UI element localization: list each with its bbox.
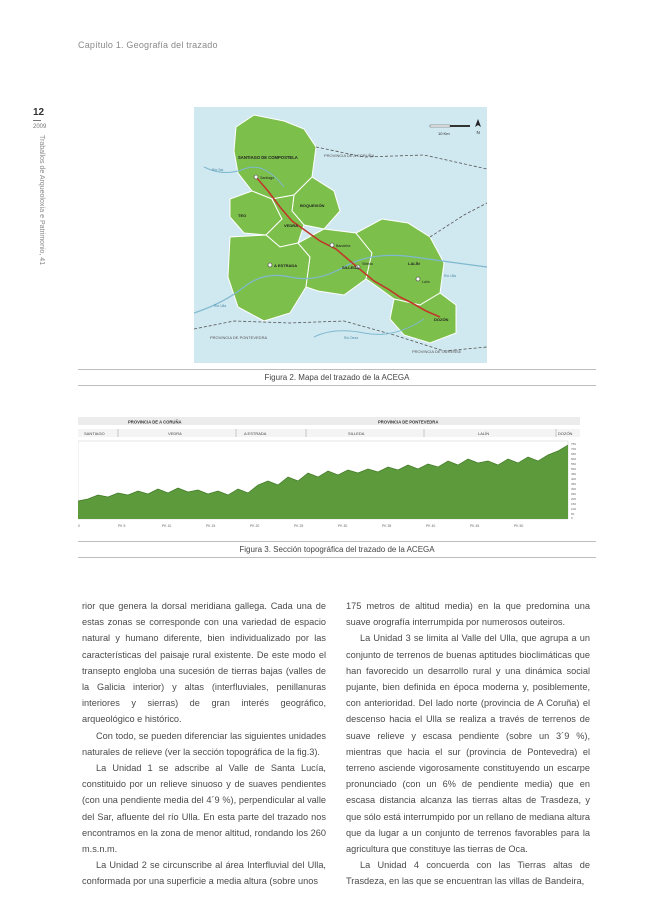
label-santiago: SANTIAGO DE COMPOSTELA bbox=[238, 155, 298, 160]
x-tick: PK 20 bbox=[250, 524, 260, 528]
paragraph: rior que genera la dorsal meridiana gallega. Cada una de estas zonas se corresponde con una variedad de espacio natural y humano diferente, bien individualizado por las características del paisaje rural existente. De este modo el transepto engloba una sucesión de tierras bajas (valles de la Galicia interior) y altas (interfluviales, penillanuras interiores y sierras) de gran interés geográfico, arqueológico e histórico. bbox=[82, 601, 326, 725]
label-north: N bbox=[476, 130, 480, 135]
label-muni-vedra: VEDRA bbox=[168, 431, 182, 436]
page-number-rule bbox=[33, 120, 41, 121]
y-tick: 750 bbox=[571, 442, 577, 446]
x-tick: PK 50 bbox=[514, 524, 524, 528]
label-silleda: SILLEDA bbox=[342, 265, 360, 270]
y-tick: 600 bbox=[571, 457, 577, 461]
label-band-coruna: PROVINCIA DE A CORUÑA bbox=[128, 419, 182, 425]
label-river-1: Río Ulla bbox=[214, 304, 227, 308]
paragraph: La Unidad 4 concuerda con las Tierras altas de Trasdeza, en las que se encuentran las villas de Bandeira, bbox=[346, 860, 590, 887]
figure3-rule-top bbox=[78, 541, 596, 542]
label-dozon: DOZÓN bbox=[434, 317, 449, 322]
body-column-right bbox=[346, 598, 590, 890]
town-bandeira-marker bbox=[330, 243, 334, 247]
label-muni-lalin: LALÍN bbox=[478, 431, 490, 436]
y-tick: 150 bbox=[571, 502, 577, 506]
route-map-svg bbox=[194, 107, 487, 363]
series-title: Traballos de Arqueoloxía e Patrimonio, 41 bbox=[38, 135, 45, 266]
paragraph: 175 metros de altitud media) en la que predomina una suave orografía interrumpida por numerosos outeiros. bbox=[346, 601, 590, 628]
y-tick: 200 bbox=[571, 497, 577, 501]
town-estrada-marker bbox=[268, 263, 272, 267]
topographic-profile bbox=[78, 415, 580, 535]
label-teo: TEO bbox=[238, 213, 247, 218]
paragraph: Con todo, se pueden diferenciar las siguientes unidades naturales de relieve (ver la sección topográfica de la fig.3). bbox=[82, 730, 326, 757]
label-muni-dozon: DOZÓN bbox=[558, 431, 573, 436]
x-axis-ticks bbox=[78, 524, 523, 528]
x-tick: PK 10 bbox=[162, 524, 172, 528]
running-header: Capítulo 1. Geografía del trazado bbox=[78, 40, 218, 50]
topographic-profile-svg bbox=[78, 415, 580, 535]
x-tick: PK 15 bbox=[206, 524, 216, 528]
label-boqueixon: BOQUEIXÓN bbox=[300, 203, 325, 208]
figure3-rule-bottom bbox=[78, 557, 596, 558]
label-muni-silleda: SILLEDA bbox=[348, 431, 365, 436]
y-tick: 500 bbox=[571, 467, 577, 471]
label-muni-estrada: A ESTRADA bbox=[244, 431, 267, 436]
y-tick: 300 bbox=[571, 487, 577, 491]
label-prov-coruna: PROVINCIA DE A CORUÑA bbox=[324, 153, 375, 158]
page-number: 12 bbox=[33, 107, 45, 118]
label-santiago-town: Santiago bbox=[260, 176, 275, 180]
x-tick: PK 30 bbox=[338, 524, 348, 528]
label-lalin: LALÍN bbox=[408, 261, 420, 266]
figure3-caption: Figura 3. Sección topográfica del trazado de la ACEGA bbox=[239, 545, 435, 554]
x-tick: PK 45 bbox=[470, 524, 480, 528]
figure2-rule-top bbox=[78, 369, 596, 370]
label-band-pontevedra: PROVINCIA DE PONTEVEDRA bbox=[378, 419, 439, 425]
body-column-left bbox=[82, 598, 326, 890]
label-scale: 10 Km bbox=[438, 131, 450, 136]
label-lalin-town: Lalín bbox=[422, 280, 430, 284]
y-tick: 700 bbox=[571, 447, 577, 451]
label-muni-santiago: SANTIAGO bbox=[84, 431, 105, 436]
x-tick: PK 25 bbox=[294, 524, 304, 528]
y-axis-ticks bbox=[571, 442, 576, 520]
y-tick: 0 bbox=[571, 516, 573, 520]
town-santiago-marker bbox=[254, 175, 258, 179]
y-tick: 400 bbox=[571, 477, 577, 481]
x-tick: PK 5 bbox=[118, 524, 126, 528]
band-municipalities bbox=[78, 429, 580, 437]
label-silleda-town: Silleda bbox=[362, 262, 373, 266]
label-river-4: Río Ulla bbox=[444, 274, 457, 278]
y-tick: 350 bbox=[571, 482, 577, 486]
y-tick: 450 bbox=[571, 472, 577, 476]
paragraph: La Unidad 3 se limita al Valle del Ulla, que agrupa a un conjunto de terrenos de buenas aptitudes bioclimáticas que han favorecido un desarrollo rural y una dinámica social pujante, bien definida en época moderna y, posiblemente, con anterioridad. Del lado norte (provincia de A Coruña) el descenso hacia el Ulla se realiza a través de terrenos de suave relieve y escasa pendiente (sobre un 3´9 %), mientras que hacia el sur (provincia de Pontevedra) el terreno asciende vigorosamente constituyendo un escarpe pronunciado (con un 6% de pendiente media) que en escasa distancia alcanza las tierras altas de Trasdeza, y que sólo está interrumpido por un rellano de mediana altura que da lugar a un conjunto de terrenos favorables para la agricultura que constituye las tierras de Oca. bbox=[346, 633, 590, 855]
route-map bbox=[194, 107, 487, 363]
figure2-caption: Figura 2. Mapa del trazado de la ACEGA bbox=[264, 373, 410, 382]
paragraph: La Unidad 2 se circunscribe al área Interfluvial del Ulla, conformada por una superficie a media altura (sobre unos bbox=[82, 860, 326, 887]
y-tick: 550 bbox=[571, 462, 577, 466]
label-prov-ourense: PROVINCIA DE OURENSE bbox=[412, 349, 462, 354]
y-tick: 250 bbox=[571, 492, 577, 496]
figure2-rule-bottom bbox=[78, 385, 596, 386]
label-river-2: Río Sar bbox=[212, 168, 224, 172]
y-tick: 100 bbox=[571, 507, 577, 511]
label-prov-pontevedra: PROVINCIA DE PONTEVEDRA bbox=[210, 335, 268, 340]
paragraph: La Unidad 1 se adscribe al Valle de Santa Lucía, constituido por un relieve sinuoso y de suaves pendientes (con una pendiente media del 4´9 %), perpendicular al valle del Sar, afluente del río Ulla. En esta parte del trazado nos encontramos en la zona de menor altitud, rondando los 260 m.s.n.m. bbox=[82, 763, 326, 855]
x-tick: PK 35 bbox=[382, 524, 392, 528]
publication-year: 2009 bbox=[33, 124, 47, 130]
label-estrada: A ESTRADA bbox=[274, 263, 298, 268]
x-tick: PK 40 bbox=[426, 524, 436, 528]
town-lalin-marker bbox=[416, 277, 420, 281]
label-bandeira: Bandeira bbox=[336, 244, 351, 248]
y-tick: 650 bbox=[571, 452, 577, 456]
y-tick: 50 bbox=[571, 512, 575, 516]
label-vedra: VEDRA bbox=[284, 223, 299, 228]
x-tick: 0 bbox=[78, 524, 80, 528]
label-river-3: Río Deza bbox=[344, 336, 359, 340]
